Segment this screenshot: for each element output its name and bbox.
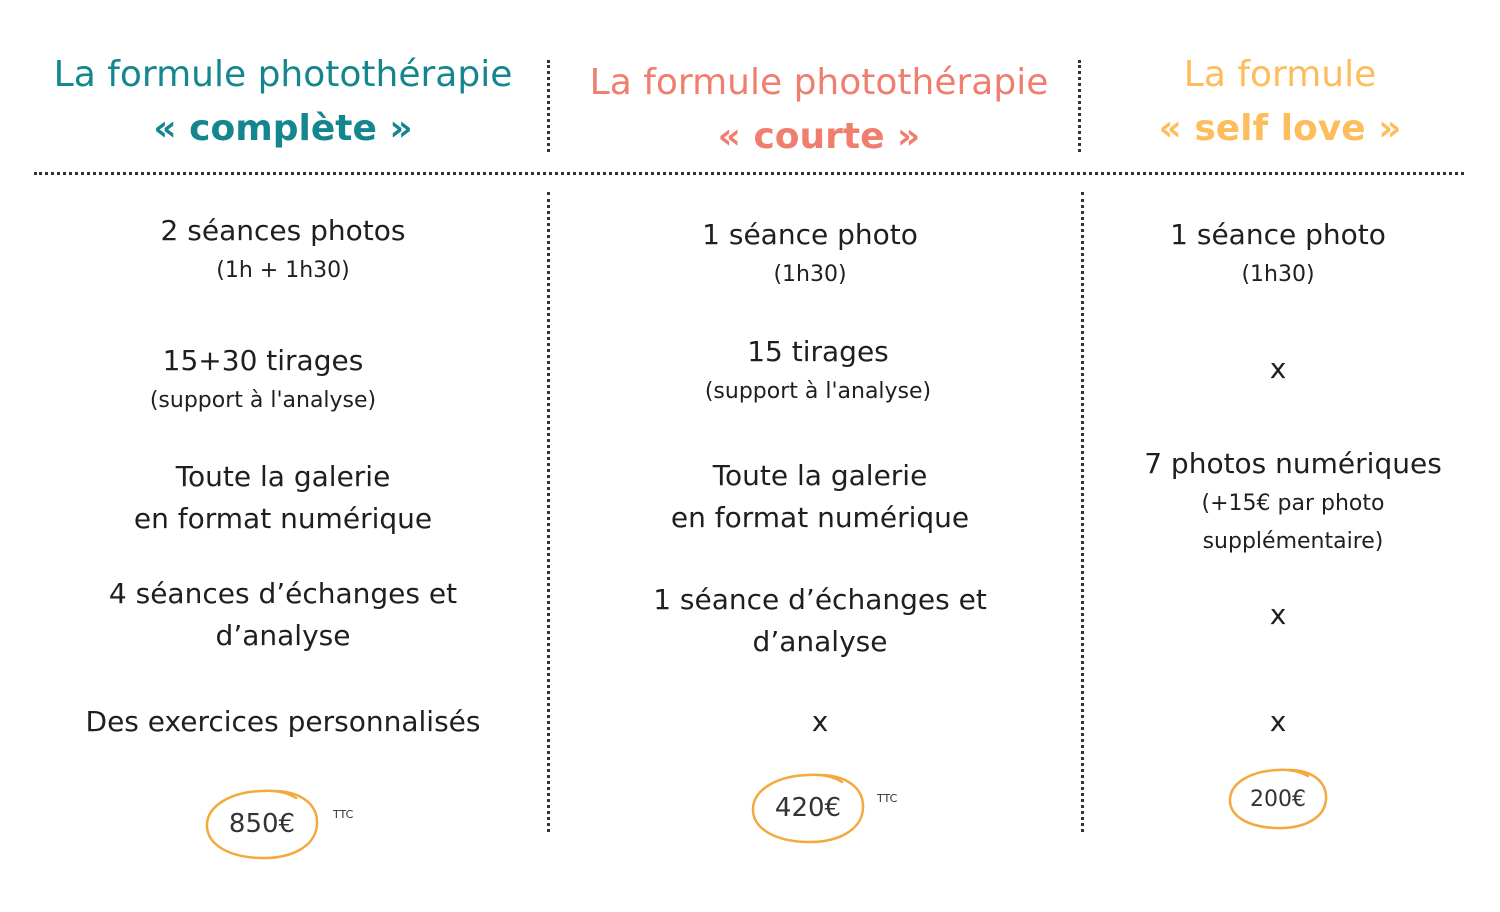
complete-row-gallery	[30, 456, 536, 540]
self-love-exercises-line1: x	[1269, 705, 1287, 738]
self-love-digital-sub1: (+15€ par photo	[1201, 491, 1385, 516]
column-divider-1	[547, 192, 550, 832]
price-courte-ttc: TTC	[877, 792, 898, 805]
header-complete-line1: La formule photothérapie	[53, 54, 513, 95]
self-love-sessions-main: 1 séance photo	[1170, 218, 1386, 251]
complete-exchanges-line1: 4 séances d’échanges et	[108, 577, 458, 610]
complete-row-exercises	[30, 701, 536, 743]
price-courte-value: 420€	[774, 793, 842, 823]
self-love-exchanges-line1: x	[1269, 598, 1287, 631]
complete-prints-sub: (support à l'analyse)	[149, 388, 377, 413]
header-courte	[560, 56, 1078, 164]
courte-gallery-line1: Toute la galerie	[712, 459, 928, 492]
header-self-love	[1130, 48, 1430, 156]
complete-row-exchanges	[30, 573, 536, 657]
courte-row-sessions	[560, 214, 1060, 294]
price-complete	[200, 784, 324, 864]
horizontal-divider	[34, 172, 1464, 175]
courte-prints-sub: (support à l'analyse)	[704, 379, 932, 404]
complete-prints-main: 15+30 tirages	[162, 344, 364, 377]
courte-exercises-line1: x	[811, 705, 829, 738]
price-self-love-value: 200€	[1250, 786, 1306, 812]
complete-gallery-line1: Toute la galerie	[175, 460, 391, 493]
header-divider-2	[1078, 60, 1081, 152]
complete-exercises-line1: Des exercices personnalisés	[85, 705, 481, 738]
complete-gallery-line2: en format numérique	[133, 502, 433, 535]
price-courte	[746, 768, 870, 848]
courte-row-prints	[568, 331, 1068, 411]
self-love-row-exchanges	[1125, 594, 1431, 636]
header-self-love-line2: « self love »	[1158, 108, 1402, 149]
column-divider-2	[1081, 192, 1084, 832]
self-love-digital-sub2: supplémentaire)	[1202, 529, 1384, 554]
complete-exchanges-line2: d’analyse	[215, 619, 351, 652]
self-love-digital-main: 7 photos numériques	[1144, 447, 1442, 480]
price-complete-value: 850€	[228, 809, 296, 839]
price-self-love	[1224, 764, 1332, 834]
courte-sessions-sub: (1h30)	[773, 262, 847, 287]
self-love-row-sessions	[1125, 214, 1431, 294]
self-love-row-digital	[1125, 443, 1461, 561]
courte-row-exchanges	[570, 579, 1070, 663]
header-divider-1	[547, 60, 550, 152]
self-love-row-exercises	[1125, 701, 1431, 743]
header-courte-line1: La formule photothérapie	[589, 62, 1049, 103]
header-courte-line2: « courte »	[717, 116, 921, 157]
courte-row-exercises	[570, 701, 1070, 743]
courte-gallery-line2: en format numérique	[670, 501, 970, 534]
header-self-love-line1: La formule	[1183, 54, 1377, 95]
complete-row-prints	[10, 340, 516, 420]
courte-sessions-main: 1 séance photo	[702, 218, 918, 251]
courte-exchanges-line2: d’analyse	[752, 625, 888, 658]
complete-sessions-sub: (1h + 1h30)	[216, 258, 350, 283]
complete-sessions-main: 2 séances photos	[160, 214, 406, 247]
complete-row-sessions	[30, 210, 536, 290]
courte-prints-main: 15 tirages	[747, 335, 889, 368]
header-complete-line2: « complète »	[153, 108, 413, 149]
price-complete-ttc: TTC	[333, 808, 354, 821]
self-love-sessions-sub: (1h30)	[1241, 262, 1315, 287]
header-complete	[30, 48, 536, 156]
courte-row-gallery	[570, 455, 1070, 539]
self-love-prints-line1: x	[1269, 352, 1287, 385]
self-love-row-prints	[1125, 348, 1431, 390]
courte-exchanges-line1: 1 séance d’échanges et	[653, 583, 987, 616]
